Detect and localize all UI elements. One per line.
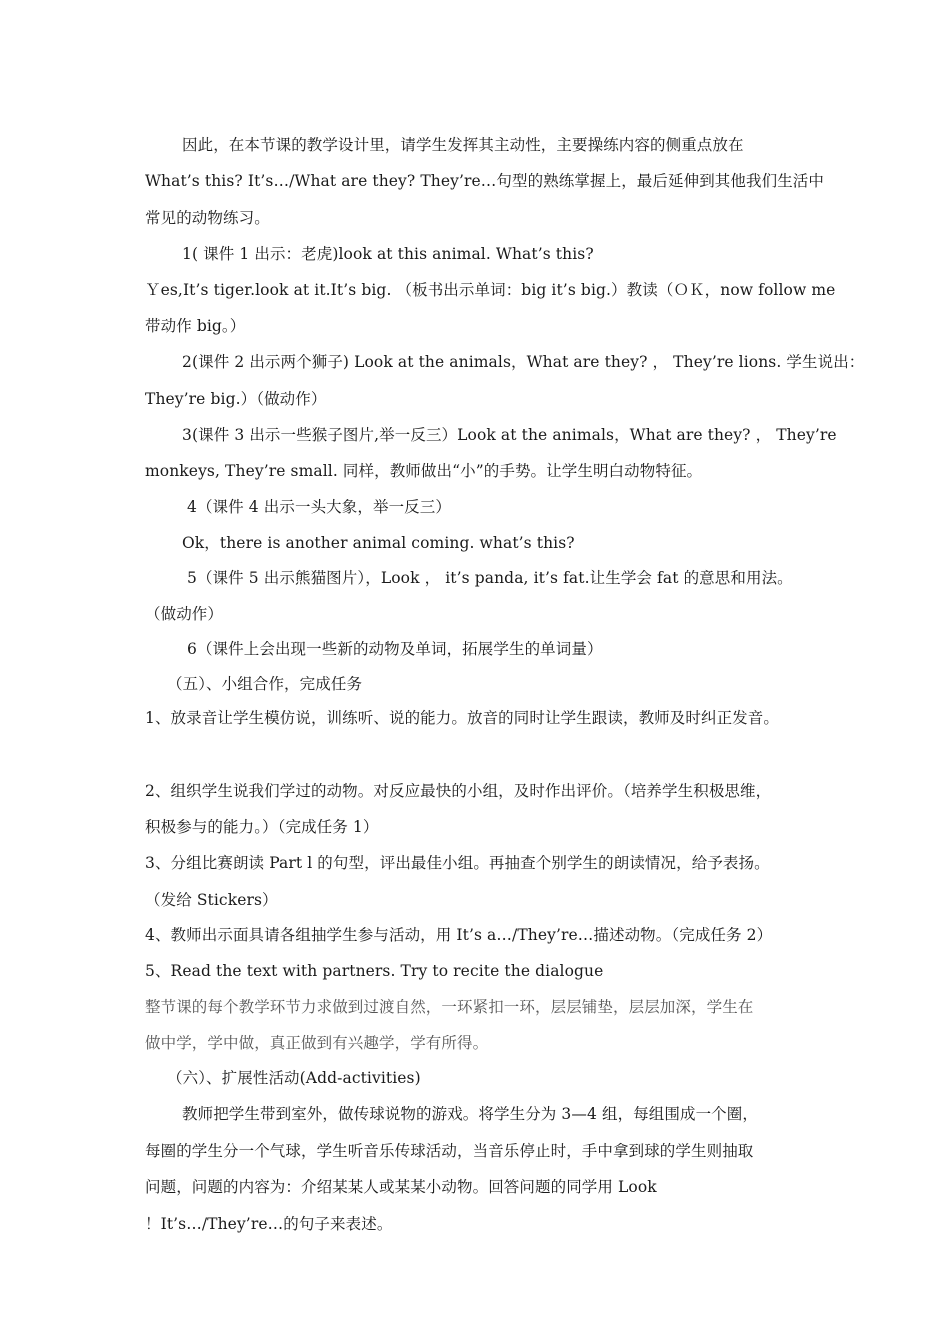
list-item: 4、教师出示面具请各组抽学生参与活动，用 It’s a…/They’re…描述动物。（完成任务 2） (145, 925, 773, 944)
paragraph-line: （做动作） (145, 604, 224, 623)
section-heading: （五）、小组合作，完成任务 (167, 674, 363, 693)
paragraph-line: 4（课件 4 出示一头大象，举一反三） (187, 497, 451, 516)
paragraph-line: 5（课件 5 出示熊猫图片），Look ， it’s panda, it’s fat.让生学会 fat 的意思和用法。 (187, 568, 793, 587)
list-item: 5、Read the text with partners. Try to recite the dialogue (145, 961, 604, 980)
paragraph-line: 6（课件上会出现一些新的动物及单词，拓展学生的单词量） (187, 639, 603, 658)
paragraph-line: What’s this? It’s…/What are they? They’re…句型的熟练掌握上，最后延伸到其他我们生活中 (145, 171, 825, 190)
paragraph-line: Ｙes,It’s tiger.look at it.It’s big. （板书出示单词：big it’s big.）教读（ＯＫ，now follow me (145, 280, 836, 299)
paragraph-line: 问题，问题的内容为：介绍某某人或某某小动物。回答问题的同学用 Look (145, 1177, 657, 1196)
paragraph-line: 整节课的每个教学环节力求做到过渡自然，一环紧扣一环，层层铺垫，层层加深，学生在 (145, 997, 754, 1016)
paragraph-line: monkeys, They’re small. 同样，教师做出“小”的手势。让学生明白动物特征。 (145, 461, 703, 480)
paragraph-line: （发给 Stickers） (145, 890, 278, 909)
paragraph-line: 因此，在本节课的教学设计里，请学生发挥其主动性，主要操练内容的侧重点放在 (182, 135, 744, 154)
paragraph-line: 常见的动物练习。 (145, 208, 270, 227)
list-item: 3、分组比赛朗读 Part l 的句型，评出最佳小组。再抽查个别学生的朗读情况，给予表扬。 (145, 853, 770, 872)
paragraph-line: 1( 课件 1 出示：老虎)look at this animal. What’s this? (182, 244, 594, 263)
section-heading: （六）、扩展性活动(Add-activities) (167, 1068, 421, 1087)
list-item: 1、放录音让学生模仿说，训练听、说的能力。放音的同时让学生跟读，教师及时纠正发音。 (145, 708, 779, 727)
paragraph-line: 教师把学生带到室外，做传球说物的游戏。将学生分为 3—4 组，每组围成一个圈， (182, 1104, 758, 1123)
paragraph-line: They’re big.）（做动作） (145, 389, 327, 408)
paragraph-line: 每圈的学生分一个气球，学生听音乐传球活动，当音乐停止时，手中拿到球的学生则抽取 (145, 1141, 754, 1160)
paragraph-line: 积极参与的能力。）（完成任务 1） (145, 817, 379, 836)
paragraph-line: 带动作 big。） (145, 316, 246, 335)
paragraph-line: 3(课件 3 出示一些猴子图片,举一反三）Look at the animals，What are they? ， They’re (182, 425, 837, 444)
list-item: 2、组织学生说我们学过的动物。对反应最快的小组，及时作出评价。（培养学生积极思维， (145, 781, 772, 800)
paragraph-line: 做中学，学中做，真正做到有兴趣学，学有所得。 (145, 1033, 489, 1052)
paragraph-line: Ok，there is another animal coming. what’s this? (182, 533, 575, 552)
paragraph-line: 2(课件 2 出示两个狮子) Look at the animals，What are they? ， They’re lions. 学生说出： (182, 352, 865, 371)
paragraph-line: ！It’s…/They’re…的句子来表述。 (145, 1214, 393, 1233)
